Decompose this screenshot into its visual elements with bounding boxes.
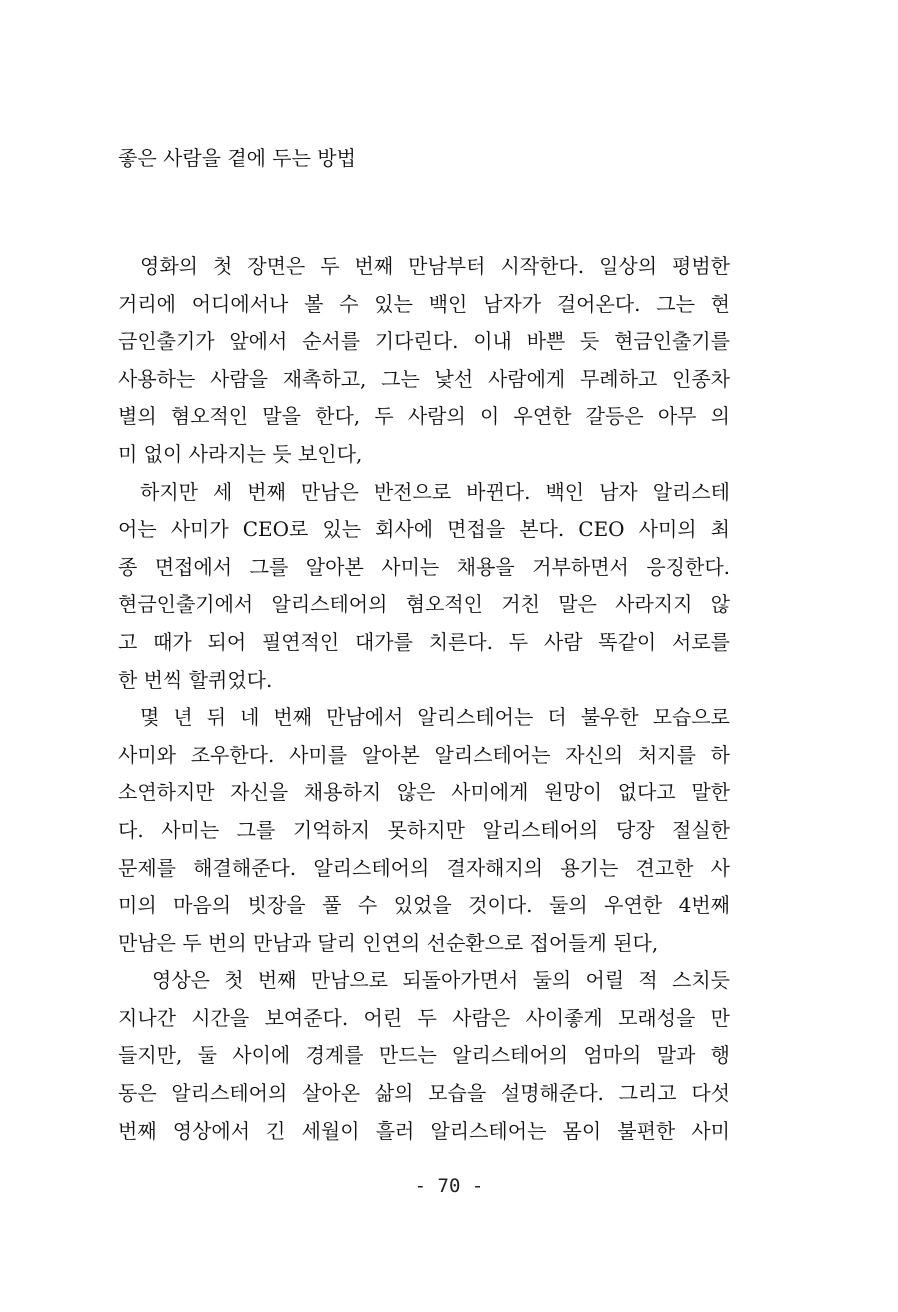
text-line: 별의 혐오적인 말을 한다, 두 사람의 이 우연한 갈등은 아무 의: [118, 404, 730, 429]
text-line: 지나간 시간을 보여준다. 어린 두 사람은 사이좋게 모래성을 만: [118, 1005, 730, 1030]
text-line: 금인출기가 앞에서 순서를 기다린다. 이내 바쁜 듯 현금인출기를: [118, 329, 730, 354]
text-line: 어는 사미가 CEO로 있는 회사에 면접을 본다. CEO 사미의 최: [118, 517, 730, 542]
section-title: 좋은 사람을 곁에 두는 방법: [118, 146, 356, 170]
text-line: 몇 년 뒤 네 번째 만남에서 알리스테어는 더 불우한 모습으로: [140, 705, 730, 730]
text-line: 동은 알리스테어의 살아온 삶의 모습을 설명해준다. 그리고 다섯: [118, 1081, 730, 1106]
text-line: 한 번씩 할퀴었다.: [118, 667, 273, 692]
text-line: 고 때가 되어 필연적인 대가를 치른다. 두 사람 똑같이 서로를: [118, 629, 730, 654]
text-line: 영화의 첫 장면은 두 번째 만남부터 시작한다. 일상의 평범한: [140, 254, 730, 278]
text-line: 영상은 첫 번째 만남으로 되돌아가면서 둘의 어릴 적 스치듯: [152, 968, 730, 993]
text-line: 사용하는 사람을 재촉하고, 그는 낯선 사람에게 무례하고 인종차: [118, 366, 730, 391]
text-line: 현금인출기에서 알리스테어의 혐오적인 거친 말은 사라지지 않: [118, 592, 730, 617]
text-line: 들지만, 둘 사이에 경계를 만드는 알리스테어의 엄마의 말과 행: [118, 1043, 730, 1068]
text-line: 종 면접에서 그를 알아본 사미는 채용을 거부하면서 응징한다.: [118, 554, 730, 579]
text-line: 다. 사미는 그를 기억하지 못하지만 알리스테어의 당장 절실한: [118, 817, 730, 842]
page-number: - 70 -: [414, 1175, 484, 1197]
text-line: 만남은 두 번의 만남과 달리 인연의 선순환으로 접어들게 된다,: [118, 930, 659, 955]
text-line: 거리에 어디에서나 볼 수 있는 백인 남자가 걸어온다. 그는 현: [118, 291, 730, 316]
text-line: 하지만 세 번째 만남은 반전으로 바뀐다. 백인 남자 알리스테: [140, 479, 730, 504]
text-line: 미 없이 사라지는 듯 보인다,: [118, 441, 363, 466]
text-line: 문제를 해결해준다. 알리스테어의 결자해지의 용기는 견고한 사: [118, 855, 730, 880]
text-line: 미의 마음의 빗장을 풀 수 있었을 것이다. 둘의 우연한 4번째: [118, 893, 730, 918]
text-line: 번째 영상에서 긴 세월이 흘러 알리스테어는 몸이 불편한 사미: [118, 1118, 730, 1143]
body-text: [118, 248, 730, 1150]
text-line: 소연하지만 자신을 채용하지 않은 사미에게 원망이 없다고 말한: [118, 780, 730, 805]
text-line: 사미와 조우한다. 사미를 알아본 알리스테어는 자신의 처지를 하: [118, 742, 730, 767]
